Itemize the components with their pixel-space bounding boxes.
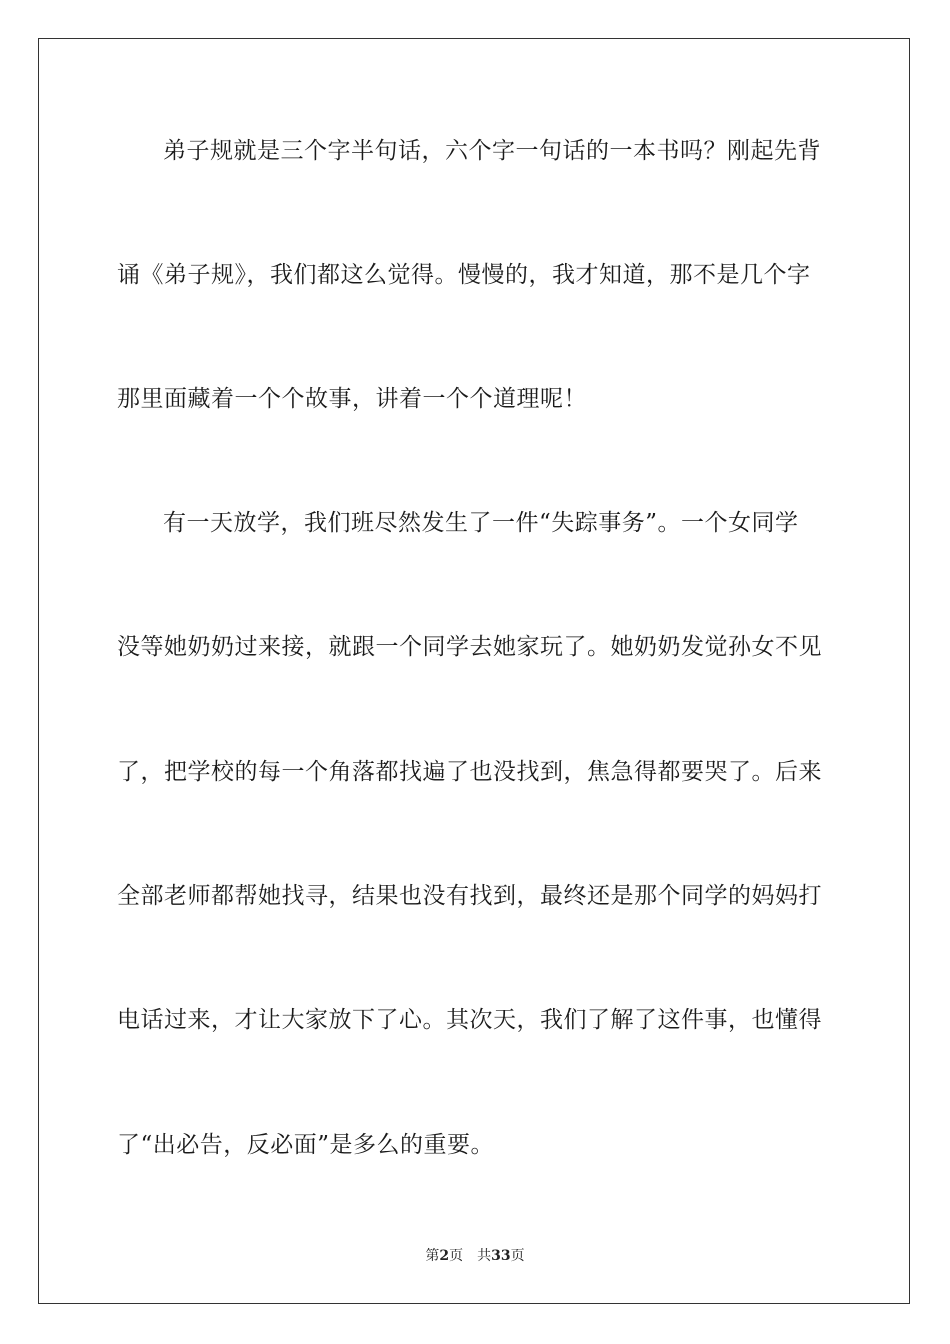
total-suffix: 页 bbox=[510, 1248, 525, 1264]
page-frame bbox=[38, 38, 910, 1304]
paragraph-2-line-4: 全部老师都帮她找寻，结果也没有找到，最终还是那个同学的妈妈打 bbox=[117, 883, 822, 909]
page-prefix: 第 bbox=[425, 1248, 440, 1264]
paragraph-2-line-1: 有一天放学，我们班尽然发生了一件“失踪事务”。一个女同学 bbox=[163, 510, 799, 536]
page-suffix: 页 bbox=[449, 1248, 464, 1264]
paragraph-1-line-1: 弟子规就是三个字半句话，六个字一句话的一本书吗？刚起先背 bbox=[163, 138, 821, 164]
total-pages: 33 bbox=[491, 1248, 511, 1264]
paragraph-2-line-5: 电话过来，才让大家放下了心。其次天，我们了解了这件事，也懂得 bbox=[117, 1007, 822, 1033]
page-footer bbox=[0, 1247, 950, 1265]
page-number: 2 bbox=[439, 1248, 450, 1264]
total-prefix: 共 bbox=[477, 1248, 492, 1264]
paragraph-2-line-2: 没等她奶奶过来接，就跟一个同学去她家玩了。她奶奶发觉孙女不见 bbox=[117, 634, 822, 660]
paragraph-2-line-3: 了，把学校的每一个角落都找遍了也没找到，焦急得都要哭了。后来 bbox=[117, 759, 822, 785]
paragraph-1-line-3: 那里面藏着一个个故事，讲着一个个道理呢！ bbox=[117, 386, 587, 412]
paragraph-1-line-2: 诵《弟子规》，我们都这么觉得。慢慢的，我才知道，那不是几个字 bbox=[117, 262, 811, 288]
paragraph-2-line-6: 了“出必告，反必面”是多么的重要。 bbox=[117, 1132, 495, 1158]
